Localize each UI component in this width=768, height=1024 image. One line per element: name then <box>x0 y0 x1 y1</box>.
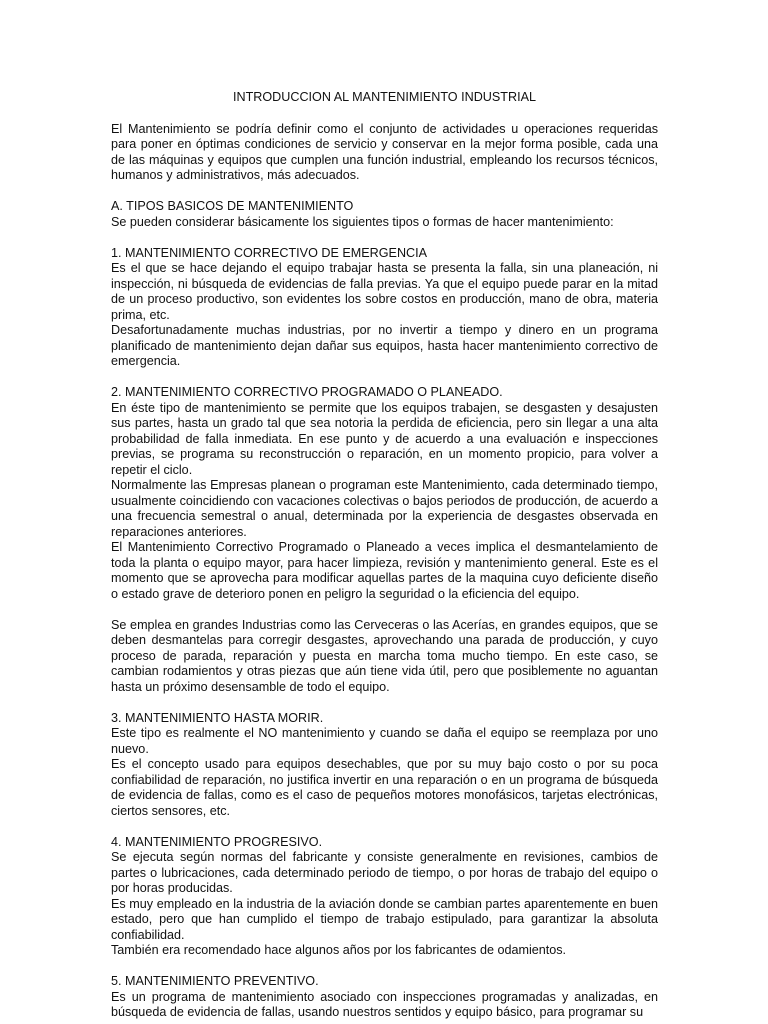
section-3-paragraph-2: Es el concepto usado para equipos desechables, que por su muy bajo costo o por su poca confiabilidad de reparación, no justifica invertir en una reparación o en un programa de búsqueda de evidencia de fallas, como es el caso de pequeños motores monofásicos, tarjetas electrónicas, ciertos sensores, etc. <box>111 757 658 818</box>
section-4-paragraph-2: Es muy empleado en la industria de la aviación donde se cambian partes aparentemente en buen estado, pero que han cumplido el tiempo de trabajo estipulado, para garantizar la absoluta confiabilidad. <box>111 896 658 942</box>
section-2-paragraph-2: Normalmente las Empresas planean o programan este Mantenimiento, cada determinado tiempo, usualmente coincidiendo con vacaciones colectivas o bajos periodos de producción, de acuerdo a una frecuencia semestral o anual, determinada por la experiencia de desgastes observada en reparaciones anteriores. <box>111 478 658 539</box>
section-2-paragraph-1: En éste tipo de mantenimiento se permite que los equipos trabajen, se desgasten y desajusten sus partes, hasta un grado tal que sea notoria la perdida de eficiencia, pero sin llegar a una alta probabilidad de falla inmediata. En ese punto y de acuerdo a una evaluación e inspecciones previas, se programa su reconstrucción o reparación, en un momento propicio, para volver a repetir el ciclo. <box>111 400 658 477</box>
spacer <box>111 819 658 835</box>
section-5-heading: 5. MANTENIMIENTO PREVENTIVO. <box>111 974 319 988</box>
section-1-heading: 1. MANTENIMIENTO CORRECTIVO DE EMERGENCIA <box>111 245 428 260</box>
section-a-text: Se pueden considerar básicamente los siguientes tipos o formas de hacer mantenimiento: <box>111 214 614 229</box>
spacer <box>111 959 658 975</box>
spacer <box>111 695 658 711</box>
document-title: INTRODUCCION AL MANTENIMIENTO INDUSTRIAL <box>233 90 536 104</box>
section-2-paragraph-3: El Mantenimiento Correctivo Programado o Planeado a veces implica el desmantelamiento de toda la planta o equipo mayor, para hacer limpieza, revisión y mantenimiento general. Este es el momento que se aprovecha para modificar aquellas partes de la maquina cuyo deficiente diseño o estado grave de deterioro ponen en peligro la seguridad o la eficiencia del equipo. <box>111 540 658 601</box>
document-page <box>111 90 658 1021</box>
section-1-paragraph-1: Es el que se hace dejando el equipo trabajar hasta se presenta la falla, sin una planeación, ni inspección, ni búsqueda de evidencias de falla previas. Ya que el equipo puede parar en la mitad de un proceso productivo, son evidentes los sobre costos en producción, mano de obra, materia prima, etc. <box>111 261 658 322</box>
section-3-paragraph-1: Este tipo es realmente el NO mantenimiento y cuando se daña el equipo se reemplaza por uno nuevo. <box>111 726 658 756</box>
section-3-heading: 3. MANTENIMIENTO HASTA MORIR. <box>111 710 324 725</box>
section-4-paragraph-1: Se ejecuta según normas del fabricante y consiste generalmente en revisiones, cambios de partes o lubricaciones, cada determinado periodo de tiempo, o por horas de trabajo del equipo o por horas producidas. <box>111 850 658 895</box>
spacer <box>111 184 658 200</box>
section-1-paragraph-2: Desafortunadamente muchas industrias, por no invertir a tiempo y dinero en un programa planificado de mantenimiento dejan dañar sus equipos, hasta hacer mantenimiento correctivo de emergencia. <box>111 323 658 368</box>
section-a-heading: A. TIPOS BASICOS DE MANTENIMIENTO <box>111 199 354 213</box>
intro-paragraph: El Mantenimiento se podría definir como el conjunto de actividades u operaciones requeridas para poner en óptimas condiciones de servicio y conservar en la mejor forma posible, cada una de las máquinas y equipos que cumplen una función industrial, empleando los recursos técnicos, humanos y administrativos, más adecuados. <box>111 121 658 182</box>
section-2-heading: 2. MANTENIMIENTO CORRECTIVO PROGRAMADO O PLANEADO. <box>111 385 503 399</box>
spacer <box>111 370 658 386</box>
spacer <box>111 602 658 618</box>
section-5-paragraph-1: Es un programa de mantenimiento asociado con inspecciones programadas y analizadas, en búsqueda de evidencia de fallas, usando nuestros sentidos y equipo básico, para programar su <box>111 989 658 1019</box>
section-2-paragraph-4: Se emplea en grandes Industrias como las Cerveceras o las Acerías, en grandes equipos, que se deben desmantelas para corregir desgastes, aprovechando una parada de producción, y cuyo proceso de parada, reparación y puesta en marcha toma mucho tiempo. En este caso, se cambian rodamientos y otras piezas que aún tiene vida útil, pero que posiblemente no aguantan hasta un próximo desensamble de todo el equipo. <box>111 617 658 694</box>
spacer <box>111 230 658 246</box>
section-4-heading: 4. MANTENIMIENTO PROGRESIVO. <box>111 834 323 849</box>
section-4-paragraph-3: También era recomendado hace algunos años por los fabricantes de odamientos. <box>111 943 567 957</box>
